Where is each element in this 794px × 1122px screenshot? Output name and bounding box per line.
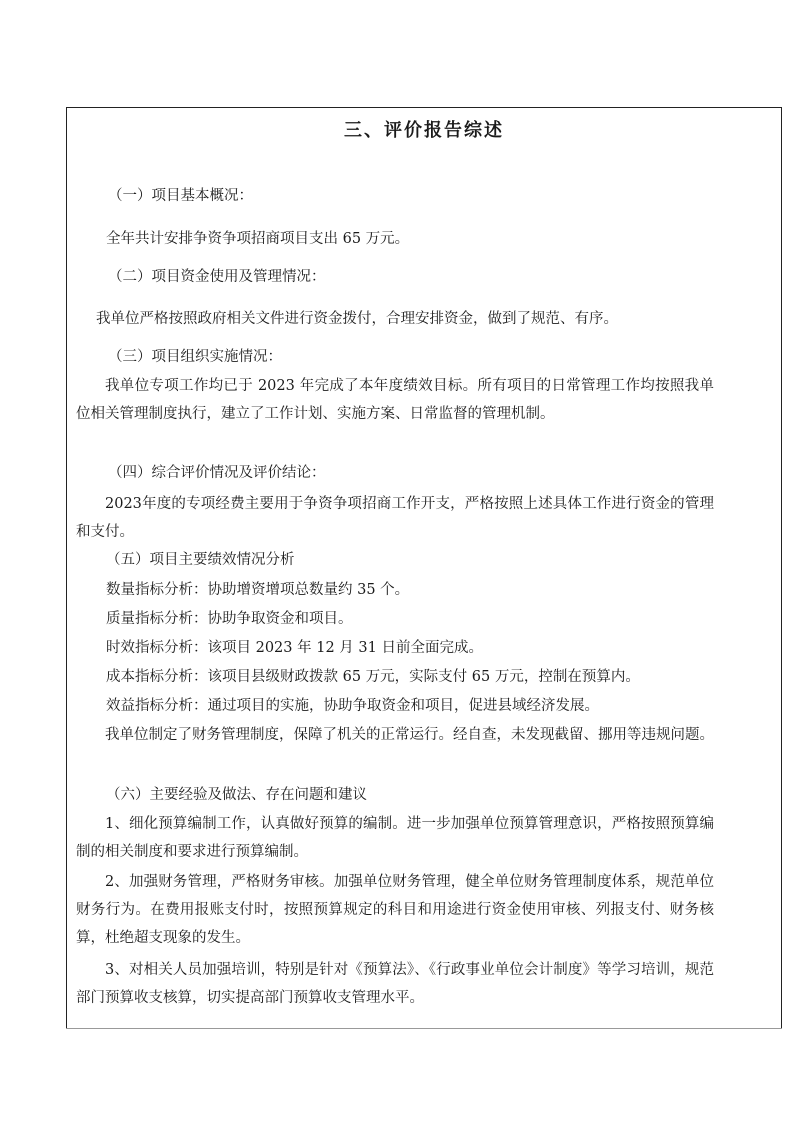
section-1-heading: （一）项目基本概况： (108, 188, 253, 204)
section-3-text: 我单位专项工作均已于 2023 年完成了本年度绩效目标。所有项目的日常管理工作均按照我单位相关管理制度执行，建立了工作计划、实施方案、日常监督的管理机制。 (76, 378, 714, 422)
section-6-heading: （六）主要经验及做法、存在问题和建议 (106, 787, 367, 803)
section-4-text: 2023年度的专项经费主要用于争资争项招商工作开支，严格按照上述具体工作进行资金的管理和支付。 (76, 496, 714, 540)
page-title: 三、评价报告综述 (344, 120, 504, 141)
quantity-indicator: 数量指标分析：协助增资增项总数量约 35 个。 (106, 582, 410, 598)
benefit-indicator: 效益指标分析：通过项目的实施，协助争取资金和项目，促进县域经济发展。 (106, 698, 599, 714)
section-6-item-2: 2、加强财务管理，严格财务审核。加强单位财务管理，健全单位财务管理制度体系，规范单位财务行为。在费用报账支付时，按照预算规定的科目和用途进行资金使用审核、列报支付、财务核算，杜绝超支现象的发生。 (76, 874, 714, 946)
section-2-text: 我单位严格按照政府相关文件进行资金拨付，合理安排资金，做到了规范、有序。 (96, 311, 618, 327)
quality-indicator: 质量指标分析：协助争取资金和项目。 (106, 611, 353, 627)
section-6-item-1: 1、细化预算编制工作，认真做好预算的编制。进一步加强单位预算管理意识，严格按照预算编制的相关制度和要求进行预算编制。 (76, 816, 714, 860)
section-5-summary: 我单位制定了财务管理制度，保障了机关的正常运行。经自查，未发现截留、挪用等违规问题。 (105, 727, 714, 743)
section-3-heading: （三）项目组织实施情况： (108, 349, 282, 365)
section-2-heading: （二）项目资金使用及管理情况： (108, 269, 326, 285)
section-6-item-3: 3、对相关人员加强培训，特别是针对《预算法》、《行政事业单位会计制度》等学习培训，规范部门预算收支核算，切实提高部门预算收支管理水平。 (76, 962, 714, 1006)
section-5-heading: （五）项目主要绩效情况分析 (106, 552, 295, 568)
section-1-text: 全年共计安排争资争项招商项目支出 65 万元。 (106, 231, 410, 247)
timeliness-indicator: 时效指标分析：该项目 2023 年 12 月 31 日前全面完成。 (106, 640, 483, 656)
cost-indicator: 成本指标分析：该项目县级财政拨款 65 万元，实际支付 65 万元，控制在预算内。 (106, 669, 640, 685)
frame-bottom-line (66, 1028, 782, 1029)
section-4-heading: （四）综合评价情况及评价结论： (108, 465, 326, 481)
